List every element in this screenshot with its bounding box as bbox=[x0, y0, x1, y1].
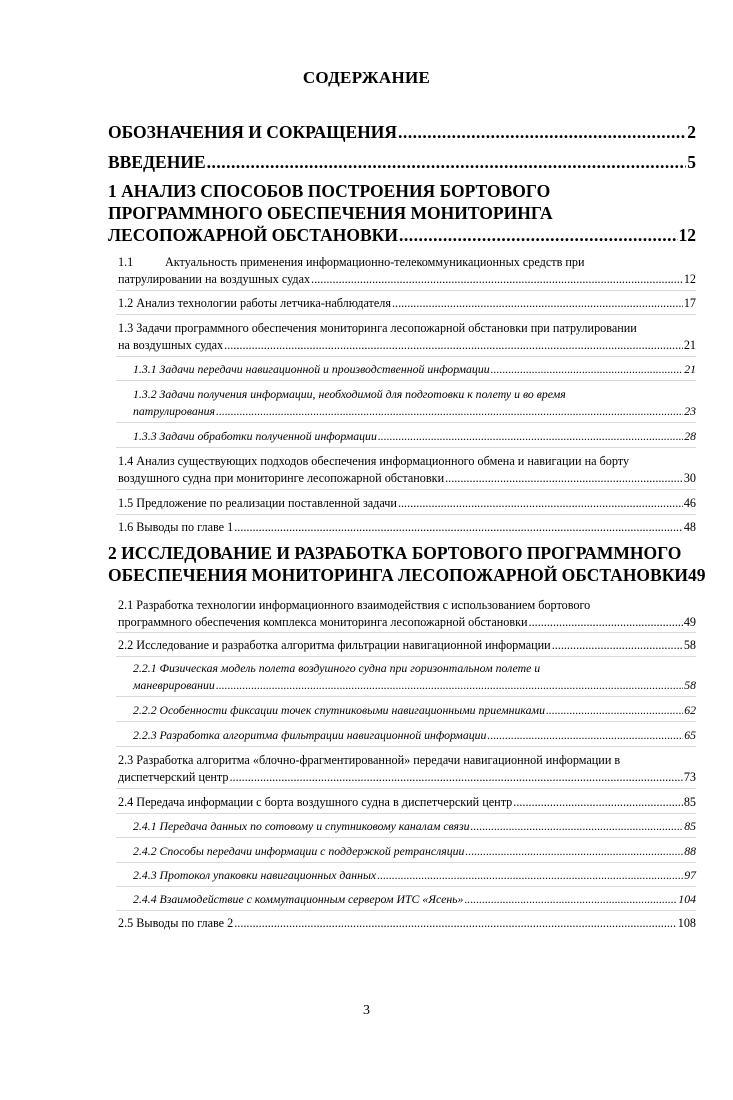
toc-entry-text-line1: 2.1 Разработка технологии информационного взаимодействия с использованием бортового bbox=[118, 598, 591, 612]
toc-page-number: 28 bbox=[684, 429, 696, 443]
divider bbox=[116, 489, 696, 490]
toc-entry-1-3-1[interactable] bbox=[133, 361, 696, 378]
toc-entry-text-line1: 2.3 Разработка алгоритма «блочно-фрагментированной» передачи навигационной информации в bbox=[118, 753, 621, 767]
toc-entry-text: 2.2.2 Особенности фиксации точек спутниковыми навигационными приемниками bbox=[133, 703, 545, 717]
toc-page-number: 5 bbox=[687, 152, 696, 172]
page-title: СОДЕРЖАНИЕ bbox=[302, 68, 431, 87]
toc-entry-text: 2.4.4 Взаимодействие с коммутационным сервером ИТС «Ясень» bbox=[133, 892, 464, 906]
toc-entry-text: 2.4 Передача информации с борта воздушного судна в диспетчерский центр bbox=[118, 795, 513, 809]
toc-entry-text: 1.6 Выводы по главе 1 bbox=[118, 520, 234, 534]
toc-entry-2-4-3[interactable] bbox=[133, 867, 696, 884]
toc-page-number: 73 bbox=[683, 770, 696, 784]
divider bbox=[116, 514, 696, 515]
toc-entry-1-6[interactable] bbox=[118, 519, 696, 536]
toc-entry-text: 1.2 Анализ технологии работы летчика-наблюдателя bbox=[118, 296, 391, 310]
toc-entry-2-2-3[interactable] bbox=[133, 727, 696, 744]
toc-page-number: 12 bbox=[678, 225, 696, 245]
divider bbox=[116, 356, 696, 357]
toc-page-number: 49 bbox=[683, 615, 696, 629]
toc-entry-2-4-4[interactable] bbox=[133, 891, 696, 908]
toc-entry-2-4[interactable] bbox=[118, 794, 696, 811]
toc-page-number: 49 bbox=[688, 565, 706, 585]
toc-entry-text-line2: патрулировании на воздушных судах bbox=[118, 272, 311, 286]
toc-entry-text: 2.4.2 Способы передачи информации с поддержкой ретрансляции bbox=[133, 844, 465, 858]
toc-entry-1-3[interactable] bbox=[118, 320, 696, 354]
toc-entry-text-line1: 1.4 Анализ существующих подходов обеспечения информационного обмена и навигации на борту bbox=[118, 454, 630, 468]
toc-entry-chapter-1[interactable] bbox=[108, 180, 696, 246]
toc-entry-2-5[interactable] bbox=[118, 915, 696, 932]
divider bbox=[116, 696, 696, 697]
toc-entry-1-5[interactable] bbox=[118, 495, 696, 512]
divider bbox=[116, 632, 696, 633]
toc-entry-2-2[interactable] bbox=[118, 637, 696, 654]
toc-page-number: 23 bbox=[684, 404, 696, 418]
divider bbox=[116, 837, 696, 838]
toc-entry-text-line1: 2.2.1 Физическая модель полета воздушного судна при горизонтальном полете и bbox=[133, 661, 541, 675]
toc-entry-text-line1: 1.3 Задачи программного обеспечения мониторинга лесопожарной обстановки при патрулировании bbox=[118, 321, 637, 335]
divider bbox=[116, 788, 696, 789]
toc-entry-text-line1: 2 ИССЛЕДОВАНИЕ И РАЗРАБОТКА БОРТОВОГО ПРОГРАММНОГО bbox=[108, 543, 682, 563]
toc-entry-introduction[interactable] bbox=[108, 151, 696, 173]
toc-entry-text-line2: программного обеспечения комплекса мониторинга лесопожарной обстановки bbox=[118, 615, 528, 629]
toc-entry-text: 2.4.3 Протокол упаковки навигационных данных bbox=[133, 868, 377, 882]
toc-entry-text: 1.3.3 Задачи обработки полученной информации bbox=[133, 429, 377, 443]
toc-entry-1-4[interactable] bbox=[118, 453, 696, 487]
divider bbox=[116, 447, 696, 448]
toc-entry-text-line3: ЛЕСОПОЖАРНОЙ ОБСТАНОВКИ bbox=[108, 225, 398, 245]
toc-entry-2-3[interactable] bbox=[118, 752, 696, 786]
toc-entry-text-line2: ОБЕСПЕЧЕНИЯ МОНИТОРИНГА ЛЕСОПОЖАРНОЙ ОБСТАНОВКИ bbox=[108, 565, 689, 585]
toc-entry-text-line1: 1.3.2 Задачи получения информации, необходимой для подготовки к полету и во время bbox=[133, 387, 566, 401]
toc-page-number: 65 bbox=[684, 728, 696, 742]
toc-page-number: 46 bbox=[683, 496, 696, 510]
toc-page-number: 88 bbox=[684, 844, 696, 858]
toc-page-number: 104 bbox=[678, 892, 696, 906]
toc-entry-text: 1.3.1 Задачи передачи навигационной и производственной информации bbox=[133, 362, 490, 376]
toc-entry-text: ВВЕДЕНИЕ bbox=[108, 152, 206, 172]
toc-entry-2-1[interactable] bbox=[118, 597, 696, 631]
divider bbox=[116, 380, 696, 381]
toc-entry-2-4-2[interactable] bbox=[133, 843, 696, 860]
toc-page-number: 58 bbox=[683, 638, 696, 652]
toc-entry-chapter-2[interactable] bbox=[108, 542, 706, 586]
divider bbox=[116, 746, 696, 747]
toc-page-number: 48 bbox=[683, 520, 696, 534]
toc-page-number: 21 bbox=[683, 338, 696, 352]
divider bbox=[116, 862, 696, 863]
divider bbox=[116, 422, 696, 423]
toc-page-number: 12 bbox=[683, 272, 696, 286]
divider bbox=[116, 910, 696, 911]
toc-page-number: 17 bbox=[683, 296, 696, 310]
divider bbox=[116, 314, 696, 315]
toc-entry-2-4-1[interactable] bbox=[133, 818, 696, 835]
toc-entry-abbreviations[interactable] bbox=[108, 121, 696, 143]
toc-entry-2-2-2[interactable] bbox=[133, 702, 696, 719]
toc-page-number: 97 bbox=[684, 868, 696, 882]
toc-entry-text: 2.4.1 Передача данных по сотовому и спутниковому каналам связи bbox=[133, 819, 470, 833]
toc-page-number: 108 bbox=[677, 916, 696, 930]
toc-entry-text-line2: патрулирования bbox=[133, 404, 215, 418]
toc-page-number: 85 bbox=[683, 795, 696, 809]
toc-entry-text-line2: диспетчерский центр bbox=[118, 770, 229, 784]
toc-entry-text-line2: воздушного судна при мониторинге лесопожарной обстановки bbox=[118, 471, 445, 485]
toc-page-number: 85 bbox=[684, 819, 696, 833]
toc-entry-2-2-1[interactable] bbox=[133, 660, 696, 694]
toc-entry-text-line1: 1 АНАЛИЗ СПОСОБОВ ПОСТРОЕНИЯ БОРТОВОГО bbox=[108, 181, 551, 201]
divider bbox=[116, 290, 696, 291]
toc-entry-text: 2.5 Выводы по главе 2 bbox=[118, 916, 234, 930]
toc-entry-1-2[interactable] bbox=[118, 295, 696, 312]
divider bbox=[116, 721, 696, 722]
toc-entry-text-line2: маневрировании bbox=[133, 678, 215, 692]
toc-entry-1-3-2[interactable] bbox=[133, 386, 696, 420]
toc-entry-1-3-3[interactable] bbox=[133, 428, 696, 445]
toc-page-number: 21 bbox=[684, 362, 696, 376]
toc-entry-text: 1.5 Предложение по реализации поставленной задачи bbox=[118, 496, 397, 510]
toc-entry-number: 1.1 bbox=[118, 255, 134, 269]
toc-page-number: 58 bbox=[684, 678, 696, 692]
toc-page-number: 30 bbox=[683, 471, 696, 485]
toc-entry-text-line2: ПРОГРАММНОГО ОБЕСПЕЧЕНИЯ МОНИТОРИНГА bbox=[108, 203, 553, 223]
toc-page-number: 2 bbox=[687, 122, 696, 142]
page-number: 3 bbox=[363, 1003, 370, 1018]
divider bbox=[116, 813, 696, 814]
divider bbox=[116, 886, 696, 887]
toc-entry-text-line2: на воздушных судах bbox=[118, 338, 224, 352]
toc-entry-text: 2.2 Исследование и разработка алгоритма фильтрации навигационной информации bbox=[118, 638, 551, 652]
toc-page-number: 62 bbox=[684, 703, 696, 717]
toc-entry-text: 2.2.3 Разработка алгоритма фильтрации навигационной информации bbox=[133, 728, 487, 742]
toc-entry-text: ОБОЗНАЧЕНИЯ И СОКРАЩЕНИЯ bbox=[108, 122, 398, 142]
divider bbox=[116, 656, 696, 657]
toc-entry-1-1[interactable] bbox=[118, 254, 696, 288]
toc-entry-text-line1: Актуальность применения информационно-телекоммуникационных средств при bbox=[165, 255, 585, 269]
